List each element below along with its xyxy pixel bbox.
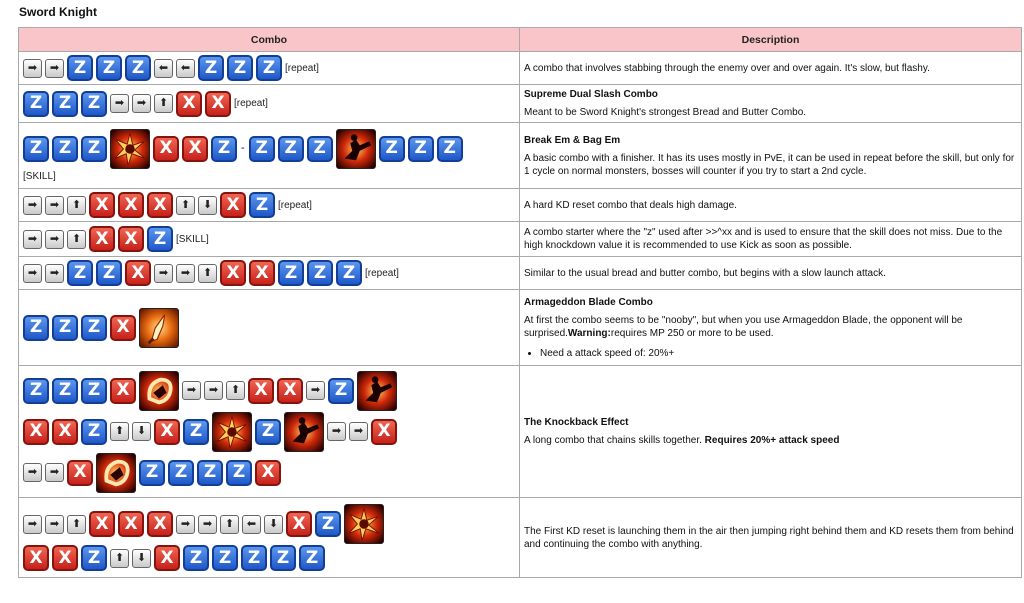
arrow-down-key-icon: ⬇: [132, 549, 151, 568]
z-key-icon: Z: [168, 460, 194, 486]
table-header-row: [19, 28, 1022, 52]
combo-sequence: [23, 91, 515, 117]
z-key-icon: Z: [23, 91, 49, 117]
warning-text: requires MP 250 or more to be used.: [610, 327, 774, 339]
z-key-icon: Z: [96, 260, 122, 286]
arrow-right-key-icon: ➡: [45, 264, 64, 283]
table-row: [19, 123, 1022, 189]
combo-table: [18, 27, 1022, 578]
uppercut-skill-icon: [139, 371, 179, 411]
z-key-icon: Z: [81, 315, 107, 341]
combo-note: [SKILL]: [23, 170, 56, 182]
arrow-right-key-icon: ➡: [176, 264, 195, 283]
z-key-icon: Z: [81, 378, 107, 404]
z-key-icon: Z: [278, 260, 304, 286]
z-key-icon: Z: [81, 545, 107, 571]
combo-name: Break Em & Bag Em: [524, 134, 621, 146]
arrow-right-key-icon: ➡: [110, 94, 129, 113]
description-text: A long combo that chains skills together.: [524, 435, 702, 446]
z-key-icon: Z: [52, 91, 78, 117]
combo-note: [repeat]: [285, 62, 319, 74]
description-cell: [520, 189, 1022, 222]
x-key-icon: X: [110, 315, 136, 341]
z-key-icon: Z: [241, 545, 267, 571]
arrow-up-key-icon: ⬆: [67, 196, 86, 215]
x-key-icon: X: [23, 419, 49, 445]
arrow-left-key-icon: ⬅: [154, 59, 173, 78]
arrow-right-key-icon: ➡: [23, 515, 42, 534]
combo-note: [repeat]: [234, 98, 268, 109]
combo-description: [524, 62, 1017, 75]
combo-note: [repeat]: [365, 267, 399, 279]
x-key-icon: X: [176, 91, 202, 117]
z-key-icon: Z: [256, 55, 282, 81]
z-key-icon: Z: [328, 378, 354, 404]
arrow-up-key-icon: ⬆: [110, 422, 129, 441]
arrow-right-key-icon: ➡: [306, 381, 325, 400]
x-key-icon: X: [147, 192, 173, 218]
armageddon-blade-icon: [139, 308, 179, 348]
arrow-down-key-icon: ⬇: [264, 515, 283, 534]
z-key-icon: Z: [249, 136, 275, 162]
warning-label: Warning:: [567, 327, 611, 339]
combo-description: [524, 314, 1017, 340]
combo-sequence: [23, 504, 515, 544]
description-text: A basic combo with a finisher. It has its uses mostly in PvE, it can be used in repeat before the skill, but only for 1 cycle on normal monsters, bosses will counter if you try to start a 2nd cycle.: [524, 152, 1015, 177]
description-cell: [520, 52, 1022, 85]
x-key-icon: X: [205, 91, 231, 117]
arrow-up-key-icon: ⬆: [154, 94, 173, 113]
arrow-right-key-icon: ➡: [45, 463, 64, 482]
kick-skill-icon: [336, 129, 376, 169]
z-key-icon: Z: [408, 136, 434, 162]
arrow-right-key-icon: ➡: [23, 59, 42, 78]
combo-name: Armageddon Blade Combo: [524, 296, 653, 308]
description-text: Similar to the usual bread and butter combo, but begins with a slow launch attack.: [524, 267, 886, 279]
combo-description: [524, 199, 1017, 212]
combo-sequence: [23, 308, 515, 348]
z-key-icon: Z: [255, 419, 281, 445]
combo-sequence: [23, 412, 515, 452]
x-key-icon: X: [52, 545, 78, 571]
description-cell: [520, 222, 1022, 257]
combo-sequence: [23, 192, 515, 218]
combo-description: [524, 434, 1017, 447]
z-key-icon: Z: [336, 260, 362, 286]
combo-cell: [19, 52, 520, 85]
x-key-icon: X: [182, 136, 208, 162]
z-key-icon: Z: [52, 378, 78, 404]
arrow-left-key-icon: ⬅: [176, 59, 195, 78]
z-key-icon: Z: [23, 136, 49, 162]
combo-note: [SKILL]: [176, 233, 209, 245]
description-cell: [520, 290, 1022, 366]
arrow-up-key-icon: ⬆: [110, 549, 129, 568]
z-key-icon: Z: [315, 511, 341, 537]
arrow-up-key-icon: ⬆: [67, 515, 86, 534]
combo-cell: [19, 189, 520, 222]
burst-skill-icon: [212, 412, 252, 452]
description-text: The First KD reset is launching them in the air then jumping right behind them and KD resets them from behind and continuing the combo with anything.: [524, 525, 1014, 550]
z-key-icon: Z: [379, 136, 405, 162]
description-cell: [520, 366, 1022, 498]
arrow-up-key-icon: ⬆: [226, 381, 245, 400]
kick-skill-icon: [357, 371, 397, 411]
description-cell: [520, 85, 1022, 123]
z-key-icon: Z: [249, 192, 275, 218]
arrow-right-key-icon: ➡: [182, 381, 201, 400]
z-key-icon: Z: [227, 55, 253, 81]
z-key-icon: Z: [23, 315, 49, 341]
description-text: A combo starter where the "z" used after >>^xx and is used to ensure that the skill does not miss. Due to the high knockdown value it is recommended to use Kick as soon as possible.: [524, 227, 1003, 251]
arrow-up-key-icon: ⬆: [67, 230, 86, 249]
arrow-right-key-icon: ➡: [154, 264, 173, 283]
z-key-icon: Z: [125, 55, 151, 81]
z-key-icon: Z: [278, 136, 304, 162]
burst-skill-icon: [344, 504, 384, 544]
x-key-icon: X: [220, 260, 246, 286]
x-key-icon: X: [154, 419, 180, 445]
arrow-left-key-icon: ⬅: [242, 515, 261, 534]
z-key-icon: Z: [211, 136, 237, 162]
arrow-right-key-icon: ➡: [23, 264, 42, 283]
z-key-icon: Z: [23, 378, 49, 404]
z-key-icon: Z: [52, 136, 78, 162]
z-key-icon: Z: [139, 460, 165, 486]
z-key-icon: Z: [147, 226, 173, 252]
combo-sequence: [23, 129, 515, 169]
combo-description: [524, 106, 1017, 119]
arrow-right-key-icon: ➡: [204, 381, 223, 400]
arrow-down-key-icon: ⬇: [132, 422, 151, 441]
combo-sequence: [23, 226, 515, 252]
x-key-icon: X: [248, 378, 274, 404]
table-row: [19, 189, 1022, 222]
combo-cell: [19, 498, 520, 578]
z-key-icon: Z: [81, 419, 107, 445]
z-key-icon: Z: [226, 460, 252, 486]
arrow-right-key-icon: ➡: [45, 59, 64, 78]
table-row: [19, 85, 1022, 123]
combo-name: The Knockback Effect: [524, 417, 629, 428]
burst-skill-icon: [110, 129, 150, 169]
arrow-up-key-icon: ⬆: [220, 515, 239, 534]
table-row: [19, 52, 1022, 85]
x-key-icon: X: [255, 460, 281, 486]
z-key-icon: Z: [212, 545, 238, 571]
x-key-icon: X: [52, 419, 78, 445]
z-key-icon: Z: [437, 136, 463, 162]
uppercut-skill-icon: [96, 453, 136, 493]
x-key-icon: X: [371, 419, 397, 445]
z-key-icon: Z: [81, 91, 107, 117]
arrow-right-key-icon: ➡: [23, 463, 42, 482]
arrow-up-key-icon: ⬆: [176, 196, 195, 215]
x-key-icon: X: [277, 378, 303, 404]
description-cell: [520, 257, 1022, 290]
x-key-icon: X: [118, 226, 144, 252]
description-cell: [520, 498, 1022, 578]
x-key-icon: X: [23, 545, 49, 571]
description-text: A combo that involves stabbing through the enemy over and over again. It's slow, but flashy.: [524, 62, 930, 74]
x-key-icon: X: [125, 260, 151, 286]
table-row: [19, 498, 1022, 578]
arrow-right-key-icon: ➡: [132, 94, 151, 113]
table-row: [19, 257, 1022, 290]
combo-sequence: [23, 545, 515, 571]
combo-sequence: [23, 260, 515, 286]
arrow-right-key-icon: ➡: [23, 230, 42, 249]
x-key-icon: X: [153, 136, 179, 162]
arrow-right-key-icon: ➡: [327, 422, 346, 441]
combo-cell: [19, 222, 520, 257]
x-key-icon: X: [89, 192, 115, 218]
z-key-icon: Z: [52, 315, 78, 341]
z-key-icon: Z: [307, 136, 333, 162]
requirement-emphasis: Requires 20%+ attack speed: [704, 435, 840, 446]
combo-description: [524, 226, 1017, 252]
combo-cell: [19, 290, 520, 366]
arrow-right-key-icon: ➡: [349, 422, 368, 441]
kick-skill-icon: [284, 412, 324, 452]
z-key-icon: Z: [299, 545, 325, 571]
description-text: At first the combo seems to be "nooby", but when you use Armageddon Blade, the opponent will be surprised.: [524, 314, 963, 339]
arrow-right-key-icon: ➡: [23, 196, 42, 215]
table-row: [19, 366, 1022, 498]
z-key-icon: Z: [183, 545, 209, 571]
description-text: Meant to be Sword Knight's strongest Bread and Butter Combo.: [524, 107, 807, 118]
table-row: [19, 222, 1022, 257]
arrow-right-key-icon: ➡: [198, 515, 217, 534]
x-key-icon: X: [154, 545, 180, 571]
z-key-icon: Z: [270, 545, 296, 571]
arrow-right-key-icon: ➡: [176, 515, 195, 534]
combo-cell: [19, 85, 520, 123]
x-key-icon: X: [89, 511, 115, 537]
x-key-icon: X: [118, 511, 144, 537]
combo-description: [524, 152, 1017, 178]
combo-name: Supreme Dual Slash Combo: [524, 89, 658, 100]
x-key-icon: X: [249, 260, 275, 286]
combo-description: [524, 525, 1017, 551]
z-key-icon: Z: [81, 136, 107, 162]
x-key-icon: X: [220, 192, 246, 218]
arrow-up-key-icon: ⬆: [198, 264, 217, 283]
combo-note: [repeat]: [278, 199, 312, 211]
z-key-icon: Z: [198, 55, 224, 81]
description-cell: [520, 123, 1022, 189]
z-key-icon: Z: [197, 460, 223, 486]
x-key-icon: X: [118, 192, 144, 218]
z-key-icon: Z: [183, 419, 209, 445]
arrow-down-key-icon: ⬇: [198, 196, 217, 215]
description-text: A hard KD reset combo that deals high damage.: [524, 199, 737, 211]
page-title: Sword Knight: [19, 5, 97, 19]
arrow-right-key-icon: ➡: [45, 515, 64, 534]
x-key-icon: X: [67, 460, 93, 486]
z-key-icon: Z: [307, 260, 333, 286]
z-key-icon: Z: [96, 55, 122, 81]
z-key-icon: Z: [67, 55, 93, 81]
x-key-icon: X: [147, 511, 173, 537]
combo-cell: [19, 257, 520, 290]
combo-sequence: [23, 55, 515, 81]
combo-description: [524, 267, 1017, 280]
combo-column-header: Combo: [19, 28, 520, 52]
combo-separator: -: [241, 142, 245, 155]
list-item: • Need a attack speed of: 20%+: [540, 347, 1017, 360]
combo-cell: [19, 123, 520, 189]
combo-cell: [19, 366, 520, 498]
table-row: [19, 290, 1022, 366]
combo-sequence: [23, 170, 515, 183]
x-key-icon: X: [110, 378, 136, 404]
arrow-right-key-icon: ➡: [45, 230, 64, 249]
combo-sequence: [23, 371, 515, 411]
combo-sequence: [23, 453, 515, 493]
z-key-icon: Z: [67, 260, 93, 286]
x-key-icon: X: [89, 226, 115, 252]
requirement-list: [524, 347, 1017, 360]
x-key-icon: X: [286, 511, 312, 537]
arrow-right-key-icon: ➡: [45, 196, 64, 215]
description-column-header: Description: [520, 28, 1022, 52]
